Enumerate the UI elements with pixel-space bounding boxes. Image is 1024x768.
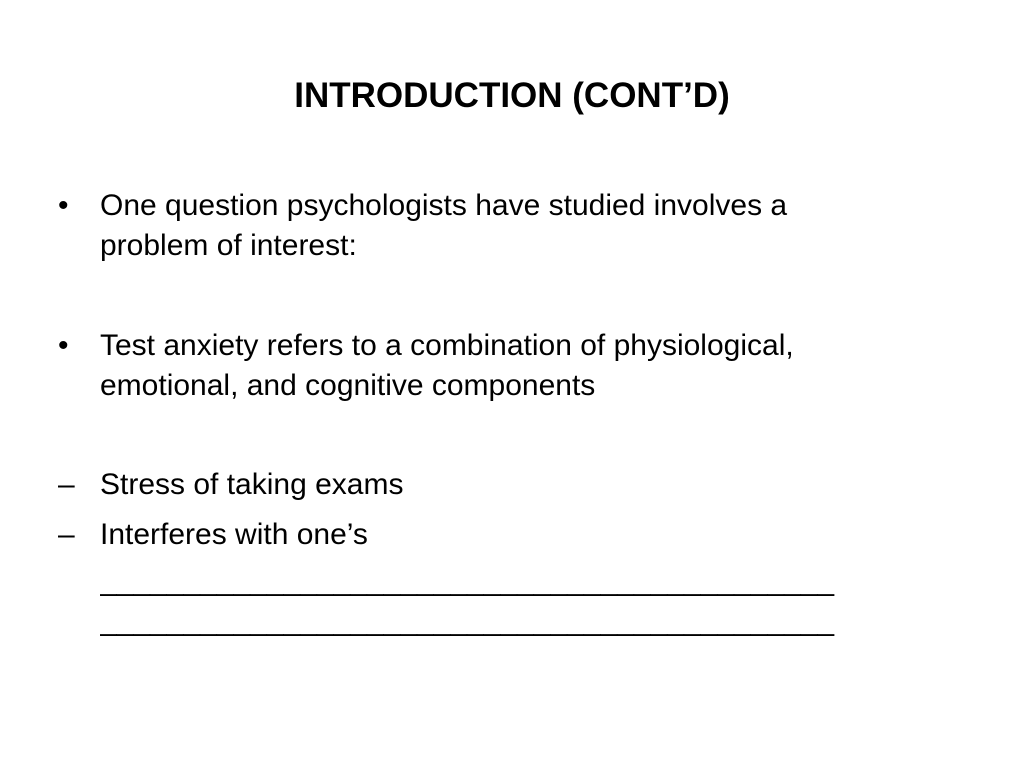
bullet-text-line: emotional, and cognitive components: [100, 369, 596, 402]
bullet-text-line: problem of interest:: [100, 229, 357, 262]
bullet-text-line: One question psychologists have studied involves a: [100, 189, 788, 222]
bullet-text: [100, 186, 960, 266]
dash-text: Stress of taking exams: [100, 468, 404, 501]
bullet-marker: •: [58, 189, 69, 222]
dash-marker: –: [58, 468, 75, 501]
dash-marker: –: [58, 518, 75, 551]
bullet-marker: •: [58, 329, 69, 362]
dash-text: Interferes with one’s: [100, 518, 368, 551]
bullet-text: [100, 326, 960, 406]
bullet-text-line: Test anxiety refers to a combination of physiological,: [100, 329, 794, 362]
fill-in-blank-line-1: ____________________________________________: [100, 564, 835, 597]
fill-in-blank-line-2: ____________________________________________: [100, 604, 835, 637]
slide-title: INTRODUCTION (CONT’D): [294, 76, 730, 115]
